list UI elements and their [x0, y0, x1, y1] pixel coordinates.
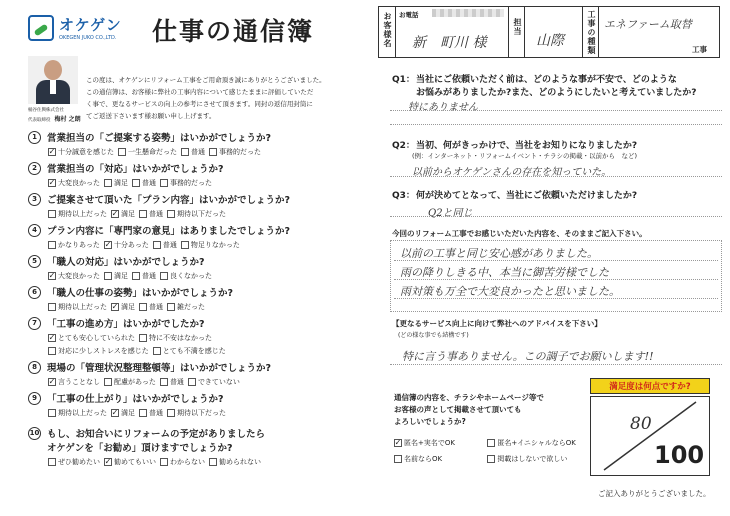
answer-option-label: 満足 — [114, 179, 128, 187]
answer-option[interactable] — [132, 271, 156, 281]
answer-option[interactable] — [48, 333, 135, 343]
answer-option[interactable] — [104, 271, 128, 281]
checked-box-icon[interactable]: ✓ — [48, 178, 56, 187]
answer-option[interactable] — [181, 240, 240, 250]
checkbox-icon[interactable] — [209, 148, 217, 156]
question-text: 現場の「管理状況整理整頓等」はいかがでしょうか? — [47, 363, 272, 374]
page-title: 仕事の通信簿 — [152, 17, 315, 46]
answer-option[interactable] — [181, 147, 205, 157]
answer-option-label: 十分あった — [113, 241, 149, 249]
answer-option[interactable] — [48, 457, 100, 467]
publish-option[interactable] — [487, 438, 604, 448]
question-text: 営業担当の「ご提案する姿勢」はいかがでしょうか? — [47, 133, 272, 144]
answer-option[interactable] — [139, 408, 163, 418]
answer-option[interactable] — [160, 271, 212, 281]
checkbox-icon[interactable] — [160, 179, 168, 187]
checkbox-icon[interactable] — [104, 272, 112, 280]
checked-box-icon[interactable]: ✓ — [104, 457, 112, 466]
checked-box-icon[interactable]: ✓ — [48, 147, 56, 156]
checkbox-icon[interactable] — [48, 241, 56, 249]
feedback-line-3: 雨対策も万全で大変良かったと思いました。 — [400, 285, 620, 298]
question-number: 10 — [28, 427, 41, 440]
checkbox-icon[interactable] — [48, 409, 56, 417]
customer-label: お客様名 — [383, 12, 392, 48]
score-max: 100 — [654, 441, 705, 469]
answer-option-label: とても安心していられた — [58, 334, 135, 342]
checkbox-icon[interactable] — [487, 455, 495, 463]
checked-box-icon[interactable]: ✓ — [48, 377, 56, 386]
answer-option-label: 満足 — [121, 303, 135, 311]
president-role1: 桶谷住興株式会社 — [28, 108, 64, 113]
checkbox-icon[interactable] — [181, 148, 189, 156]
tanto-hand: 山際 — [536, 33, 564, 49]
answer-option[interactable] — [48, 178, 100, 188]
thanks-text: ご記入ありがとうございました。 — [598, 489, 711, 498]
question-number: 3 — [28, 193, 41, 206]
answer-option[interactable] — [48, 346, 149, 356]
publish-option-label: 匿名+イニシャルならOK — [497, 439, 576, 447]
answer-option-label: 普通 — [162, 241, 177, 249]
answer-option-label: 普通 — [142, 272, 156, 280]
answer-option-label: 期待以下だった — [177, 210, 226, 218]
survey-question — [28, 223, 368, 254]
answer-option[interactable] — [160, 377, 184, 387]
advice-answer: 特に言う事ありません。この調子でお願いします!! — [402, 350, 654, 363]
answer-option-label: 満足 — [121, 409, 135, 417]
publish-option-label: 名前ならOK — [404, 455, 443, 463]
checkbox-icon[interactable] — [139, 334, 147, 342]
answer-option[interactable] — [132, 178, 156, 188]
answer-option[interactable] — [160, 178, 212, 188]
question-number: 8 — [28, 361, 41, 374]
answer-option[interactable] — [160, 457, 205, 467]
survey-question — [28, 130, 368, 161]
question-text: 「工事の仕上がり」はいかがでしょうか? — [47, 394, 224, 405]
q3-answer: Q2と同じ — [428, 208, 473, 219]
answer-option-label: 良くなかった — [170, 272, 212, 280]
publish-options — [394, 438, 604, 464]
answer-option-label: かなりあった — [58, 241, 100, 249]
q1-answer: 特にありません — [408, 102, 478, 113]
brand-name: オケゲン — [59, 16, 122, 34]
answer-option[interactable] — [104, 457, 156, 467]
answer-option-label: 大変良かった — [58, 272, 100, 280]
question-text: 「職人の対応」はいかがでしょうか? — [47, 257, 205, 268]
publish-option-label: 匿名+実名でOK — [404, 439, 455, 447]
answer-option-label: ぜひ勧めたい — [58, 458, 100, 466]
checkbox-icon[interactable] — [487, 439, 495, 447]
answer-option-label: 普通 — [169, 378, 184, 386]
question-text: もし、お知合いにリフォームの予定がありましたら — [47, 429, 266, 440]
answer-option-label: 普通 — [142, 179, 156, 187]
question-text: 「工事の進め方」はいかがでしたか? — [47, 319, 205, 330]
survey-question — [28, 254, 368, 285]
answer-option-label: 普通 — [149, 409, 163, 417]
q2-sub: (例：インターネット・リフォームイベント・チラシの掲載・以前から など) — [412, 152, 638, 160]
logo-mark-icon — [28, 15, 54, 41]
type-hand: エネファーム取替 — [604, 18, 692, 31]
question-text: ご提案させて頂いた「プラン内容」はいかがでしょうか? — [47, 195, 291, 206]
answer-option[interactable] — [167, 209, 226, 219]
president-photo — [28, 56, 78, 104]
question-number: 4 — [28, 224, 41, 237]
checked-box-icon[interactable]: ✓ — [104, 240, 112, 249]
answer-option-label: 普通 — [149, 303, 163, 311]
q2-label: Q2： — [392, 141, 415, 151]
checked-box-icon[interactable]: ✓ — [111, 302, 119, 311]
answer-option-label: 言うことなし — [58, 378, 100, 386]
answer-option[interactable] — [104, 377, 156, 387]
checkbox-icon[interactable] — [181, 241, 189, 249]
publish-option[interactable] — [394, 454, 487, 464]
answer-option[interactable] — [139, 333, 212, 343]
answer-option-label: 普通 — [149, 210, 163, 218]
survey-question — [28, 192, 368, 223]
checkbox-icon[interactable] — [132, 179, 140, 187]
answer-option-label: 普通 — [191, 148, 205, 156]
answer-option[interactable] — [48, 271, 100, 281]
survey-question — [28, 285, 368, 316]
answer-option-label: 雑だった — [177, 303, 205, 311]
answer-option[interactable] — [48, 302, 107, 312]
question-text: プラン内容に「専門家の意見」はありましたでしょうか? — [47, 226, 291, 237]
answer-option-label: 勧めてもいい — [114, 458, 156, 466]
checkbox-icon[interactable] — [153, 241, 161, 249]
score-value: 80 — [630, 414, 652, 434]
answer-option-label: 満足 — [121, 210, 135, 218]
survey-question — [28, 360, 368, 391]
checkbox-icon[interactable] — [167, 303, 175, 311]
checkbox-icon[interactable] — [48, 303, 56, 311]
checkbox-icon[interactable] — [139, 303, 147, 311]
answer-option[interactable] — [104, 178, 128, 188]
publish-option-label: 掲載はしないで欲しい — [497, 455, 568, 463]
checkbox-icon[interactable] — [167, 409, 175, 417]
checkbox-icon[interactable] — [132, 272, 140, 280]
feedback-line-1: 以前の工事と同じ安心感がありました。 — [400, 247, 598, 260]
answer-option-label: 期待以下だった — [177, 409, 226, 417]
advice-title: 【更なるサービス向上に向けて弊社へのアドバイスを下さい】 — [392, 319, 602, 328]
q1-label: Q1： — [392, 75, 415, 85]
question-text: オケゲンを「お勧め」頂けますでしょうか? — [47, 443, 233, 454]
checked-box-icon[interactable]: ✓ — [48, 271, 56, 280]
answer-option-label: 期待以上だった — [58, 409, 107, 417]
answer-option[interactable] — [139, 302, 163, 312]
answer-option-label: 事務的だった — [170, 179, 212, 187]
survey-question — [28, 161, 368, 192]
survey-questions — [28, 130, 368, 466]
feedback-title: 今回のリフォーム工事でお感じいただいた内容を、そのままご記入下さい。 — [392, 229, 647, 238]
question-number: 6 — [28, 286, 41, 299]
checkbox-icon[interactable] — [118, 148, 126, 156]
answer-option[interactable] — [48, 408, 107, 418]
q2-text: 当初、何がきっかけで、当社をお知りになりましたか? — [416, 141, 638, 151]
publish-option[interactable] — [487, 454, 604, 464]
brand-sub: OKEGEN JUKO CO.,LTD. — [59, 35, 117, 41]
intro-text: この度は、オケゲンにリフォーム工事をご用命頂き誠にありがとうございました。 この通信簿は、お客様に弊社の工事内容について感じたままに評価していただ く事で、更なるサービスの向上の参考にさせて頂きます。同封の返信用封筒に てご返送下さいます様お願い申し上げます。 — [86, 76, 326, 120]
answer-option-label: 特に不安はなかった — [149, 334, 212, 342]
answer-option-label: わからない — [170, 458, 205, 466]
question-text: 「職人の仕事の姿勢」はいかがでしょうか? — [47, 288, 234, 299]
checkbox-icon[interactable] — [139, 409, 147, 417]
checked-box-icon[interactable]: ✓ — [394, 438, 402, 447]
checked-box-icon[interactable]: ✓ — [111, 209, 119, 218]
answer-option-label: 勧められない — [219, 458, 261, 466]
checkbox-icon[interactable] — [48, 210, 56, 218]
checkbox-icon[interactable] — [48, 458, 56, 466]
answer-option[interactable] — [167, 302, 205, 312]
answer-option-label: 対応に少しストレスを感じた — [58, 347, 149, 355]
answer-option-label: 満足 — [114, 272, 128, 280]
publish-option[interactable] — [394, 438, 487, 448]
answer-option-label: とても不満を感じた — [162, 347, 226, 355]
publish-question: 通信簿の内容を、チラシやホームページ等で お客様の声として掲載させて頂いても よろしいでしょうか? — [394, 393, 544, 426]
answer-option[interactable] — [111, 408, 135, 418]
president-label: 代表取締役 梅村 之朗 — [28, 116, 81, 123]
survey-question — [28, 316, 368, 360]
score-label: 満足度は何点ですか? — [590, 378, 710, 394]
q2-answer: 以前からオケゲンさんの存在を知っていた。 — [412, 167, 612, 178]
answer-option-label: 期待以上だった — [58, 210, 107, 218]
answer-option[interactable] — [153, 346, 226, 356]
advice-sub: (どの様な事でも結構です) — [398, 332, 469, 339]
q1-text2: お悩みがありましたか?また、どのようにしたいと考えていましたか? — [416, 88, 697, 98]
answer-option[interactable] — [48, 209, 107, 219]
answer-option-label: 十分誠意を感じた — [58, 148, 114, 156]
answer-option[interactable] — [153, 240, 177, 250]
q1-text: 当社にご依頼いただく前は、どのような事が不安で、どのような — [416, 75, 677, 85]
checkbox-icon[interactable] — [167, 210, 175, 218]
brand-logo — [28, 14, 122, 41]
checkbox-icon[interactable] — [139, 210, 147, 218]
type-suffix: 工事 — [692, 45, 707, 54]
checkbox-icon[interactable] — [48, 347, 56, 355]
checkbox-icon[interactable] — [209, 458, 217, 466]
checked-box-icon[interactable]: ✓ — [111, 408, 119, 417]
checkbox-icon[interactable] — [104, 378, 112, 386]
question-number: 2 — [28, 162, 41, 175]
question-number: 9 — [28, 392, 41, 405]
checkbox-icon[interactable] — [160, 272, 168, 280]
answer-option-label: 配慮があった — [114, 378, 156, 386]
survey-question — [28, 391, 368, 422]
customer-name-hand: 新 町川 様 — [412, 35, 487, 51]
phone-label: お電話 — [399, 11, 419, 19]
answer-option[interactable] — [167, 408, 226, 418]
answer-option[interactable] — [209, 147, 261, 157]
survey-question — [28, 426, 368, 466]
checkbox-icon[interactable] — [153, 347, 161, 355]
tanto-label: 担当 — [513, 18, 522, 36]
question-number: 5 — [28, 255, 41, 268]
feedback-line-2: 雨の降りしきる中、本当に御苦労様でした — [400, 266, 609, 279]
answer-option-label: 大変良かった — [58, 179, 100, 187]
answer-option-label: できていない — [197, 378, 240, 386]
answer-option[interactable] — [104, 240, 149, 250]
q3-text: 何が決めてとなって、当社にご依頼いただけましたか? — [416, 191, 638, 201]
type-label: 工事の種類 — [587, 10, 596, 55]
answer-option-label: 事務的だった — [219, 148, 261, 156]
answer-option[interactable] — [48, 240, 100, 250]
answer-option[interactable] — [209, 457, 261, 467]
answer-option[interactable] — [111, 209, 135, 219]
answer-option-label: 物足りなかった — [190, 241, 240, 249]
question-number: 1 — [28, 131, 41, 144]
phone-redacted — [432, 9, 504, 17]
checkbox-icon[interactable] — [188, 378, 196, 386]
checked-box-icon[interactable]: ✓ — [48, 333, 56, 342]
q3-label: Q3： — [392, 191, 415, 201]
answer-option[interactable] — [111, 302, 135, 312]
checkbox-icon[interactable] — [160, 378, 168, 386]
checkbox-icon[interactable] — [394, 455, 402, 463]
checkbox-icon[interactable] — [104, 179, 112, 187]
question-number: 7 — [28, 317, 41, 330]
question-text: 営業担当の「対応」はいかがでしょうか? — [47, 164, 224, 175]
answer-option[interactable] — [139, 209, 163, 219]
answer-option[interactable] — [48, 377, 100, 387]
answer-option[interactable] — [118, 147, 177, 157]
answer-option-label: 一生懸命だった — [128, 148, 177, 156]
answer-option-label: 期待以上だった — [58, 303, 107, 311]
answer-option[interactable] — [48, 147, 114, 157]
checkbox-icon[interactable] — [160, 458, 168, 466]
answer-option[interactable] — [188, 377, 240, 387]
